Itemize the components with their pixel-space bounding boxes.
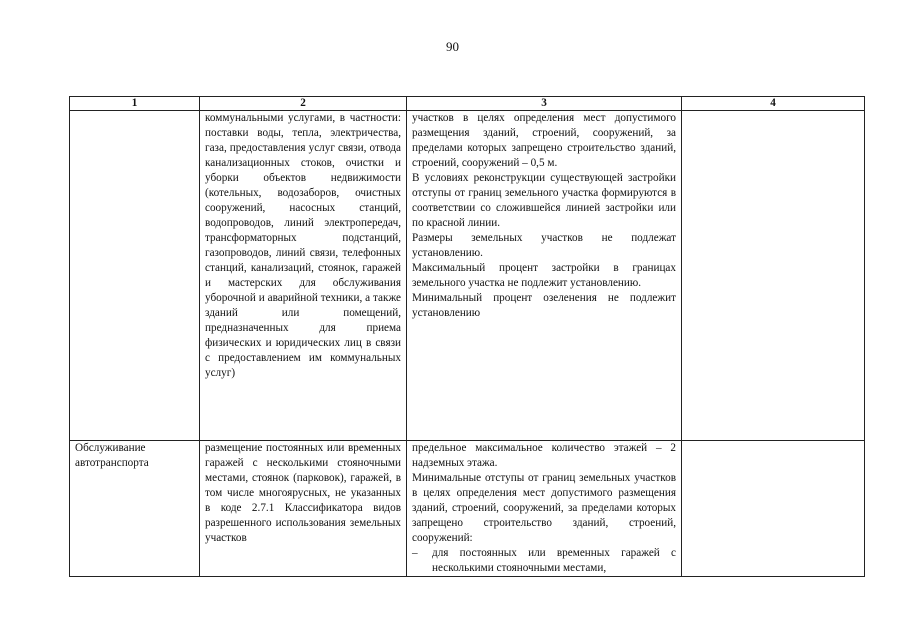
row2-col1-text: Обслуживание автотранспорта	[75, 442, 149, 469]
row1-col3-para-1: участков в целях определения мест допустимого размещения зданий, строений, сооружений, за пределами которых запрещено строительство зданий, строений, сооружений – 0,5 м.	[412, 112, 676, 169]
row2-col2	[200, 441, 407, 577]
row2-col3-para-2: Минимальные отступы от границ земельных участков в целях определения мест допустимого размещения зданий, строений, сооружений, за пределами которых запрещено строительство зданий, строений, сооружений:	[412, 472, 676, 544]
row2-col2-text: размещение постоянных или временных гаражей с несколькими стояночными местами, стоянок (парковок), гаражей, в том числе многоярусных, не указанных в коде 2.7.1 Классификатора видов разрешенного использования земельных участков	[205, 442, 401, 544]
row1-col2-text: коммунальными услугами, в частности: поставки воды, тепла, электричества, газа, предоставления услуг связи, отвода канализационных стоков, очистки и уборки объектов недвижимости (котельных, водозаборов, очистных сооружений, насосных станций, водопроводов, линий электропередач, трансформаторных подстанций, газопроводов, линий связи, телефонных станций, канализаций, стоянок, гаражей и мастерских для обслуживания уборочной и аварийной техники, а также зданий или помещений, предназначенных для приема физических и юридических лиц в связи с предоставлением им коммунальных услуг)	[205, 112, 401, 379]
dash-bullet: –	[412, 547, 418, 559]
row2-col1	[70, 441, 200, 577]
header-col-1: 1	[70, 97, 200, 111]
row1-col1	[70, 111, 200, 441]
table-row	[70, 111, 865, 441]
table-header-row	[70, 97, 865, 111]
row1-col3	[407, 111, 682, 441]
row1-col4	[682, 111, 865, 441]
regulations-table	[69, 96, 865, 577]
row2-col3	[407, 441, 682, 577]
row1-col3-para-3: Размеры земельных участков не подлежат установлению.	[412, 232, 676, 259]
row1-col3-para-2: В условиях реконструкции существующей застройки отступы от границ земельного участка формируются в соответствии со сложившейся линией застройки или по красной линии.	[412, 172, 676, 229]
list-item-text: для постоянных или временных гаражей с несколькими стояночными местами,	[432, 547, 676, 574]
header-col-4: 4	[682, 97, 865, 111]
row2-col3-para-1: предельное максимальное количество этажей – 2 надземных этажа.	[412, 442, 676, 469]
row1-col3-para-4: Максимальный процент застройки в границах земельного участка не подлежит установлению.	[412, 262, 676, 289]
table-row	[70, 441, 865, 577]
row1-col2	[200, 111, 407, 441]
header-col-3: 3	[407, 97, 682, 111]
page-number: 90	[446, 39, 459, 54]
row1-col3-para-5: Минимальный процент озеленения не подлежит установлению	[412, 292, 676, 319]
list-item	[412, 546, 676, 576]
header-col-2: 2	[200, 97, 407, 111]
row2-col4	[682, 441, 865, 577]
